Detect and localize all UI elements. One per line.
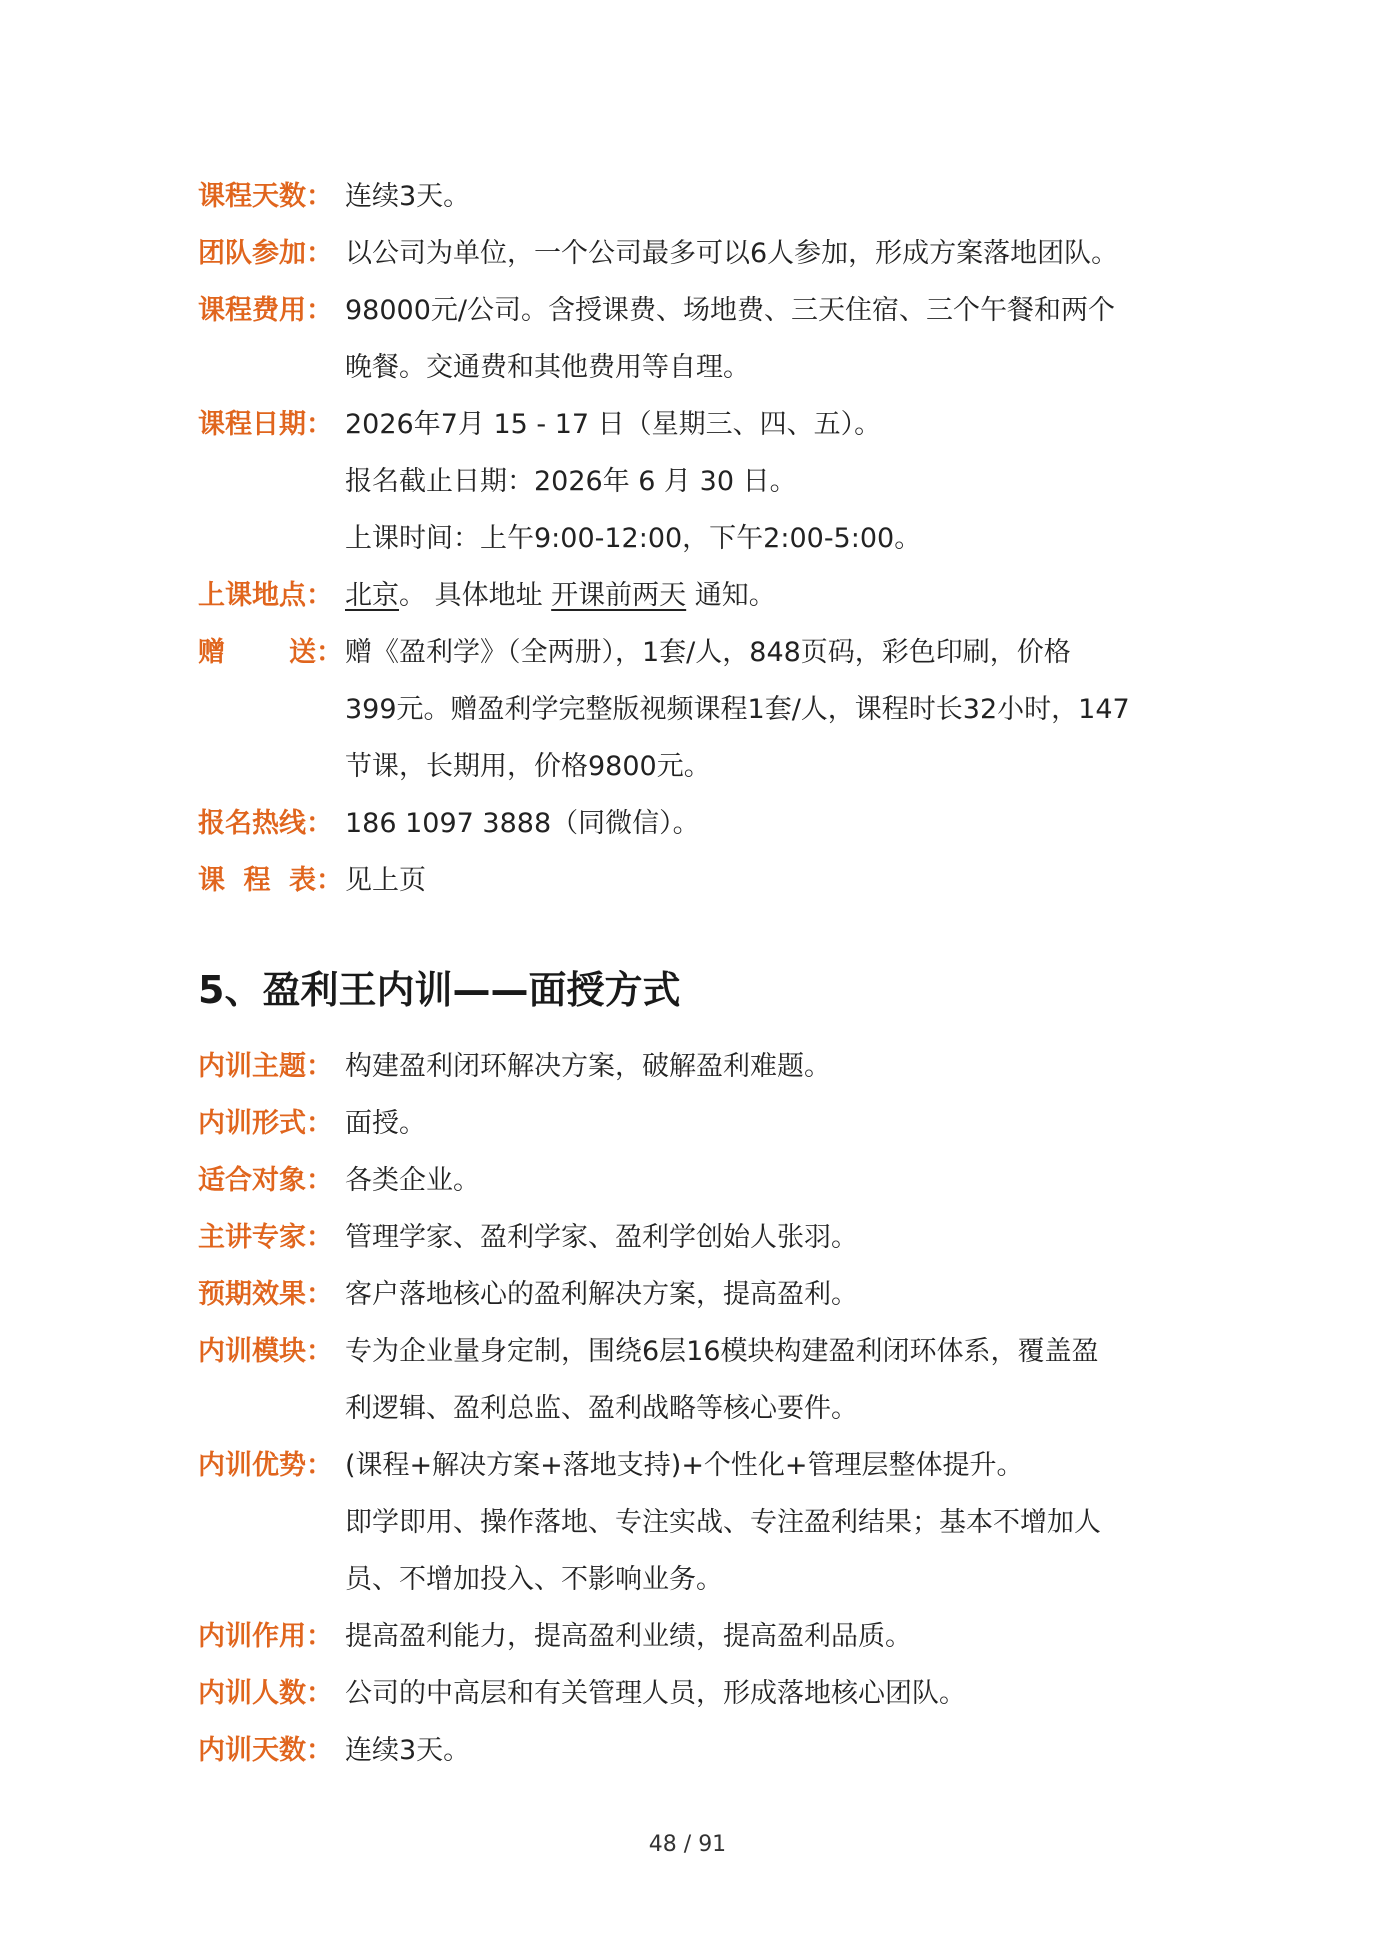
text-line: 各类企业。 [345, 1165, 480, 1196]
text-line: 399元。赠盈利学完整版视频课程1套/人，课程时长32小时，147 [345, 694, 1130, 725]
text-line: 连续3天。 [345, 1735, 471, 1766]
field-label: 内训优势： [198, 1450, 333, 1481]
field-value [345, 1437, 1188, 1608]
field-label: 报名热线： [198, 808, 333, 839]
text-line: 利逻辑、盈利总监、盈利战略等核心要件。 [345, 1393, 858, 1424]
label-part: 课 [198, 865, 225, 896]
text-line: 管理学家、盈利学家、盈利学创始人张羽。 [345, 1222, 858, 1253]
field-value [345, 225, 1188, 282]
field-value [345, 1209, 1188, 1266]
text-line: 节课，长期用，价格9800元。 [345, 751, 711, 782]
field-value [345, 1095, 1188, 1152]
field-label: 适合对象： [198, 1165, 333, 1196]
place-text: 通知。 [686, 580, 776, 611]
text-line [345, 567, 1188, 624]
text-line: 专为企业量身定制，围绕6层16模块构建盈利闭环体系，覆盖盈 [345, 1336, 1099, 1367]
field-value [345, 1665, 1188, 1722]
field-label: 内训人数： [198, 1678, 333, 1709]
field-label: 内训主题： [198, 1051, 333, 1082]
text-line: 晚餐。交通费和其他费用等自理。 [345, 352, 750, 383]
text-line: 连续3天。 [345, 181, 471, 212]
label-part: 程 [243, 865, 271, 896]
field-value [345, 795, 1188, 852]
text-line: 提高盈利能力，提高盈利业绩，提高盈利品质。 [345, 1621, 912, 1652]
field-label: 内训形式： [198, 1108, 333, 1139]
field-value [345, 168, 1188, 225]
text-line: 2026年7月 15 - 17 日（星期三、四、五）。 [345, 409, 882, 440]
place-text: 。 具体地址 [399, 580, 552, 611]
field-label: 课程费用： [198, 295, 333, 326]
field-label: 主讲专家： [198, 1222, 333, 1253]
field-value [345, 1152, 1188, 1209]
field-value [345, 624, 1188, 795]
text-line: 公司的中高层和有关管理人员，形成落地核心团队。 [345, 1678, 966, 1709]
field-label [198, 624, 343, 681]
field-label: 预期效果： [198, 1279, 333, 1310]
text-line: 上课时间：上午9:00-12:00，下午2:00-5:00。 [345, 523, 922, 554]
label-part: 送： [289, 637, 343, 668]
field-label: 课程日期： [198, 409, 333, 440]
text-line: 构建盈利闭环解决方案，破解盈利难题。 [345, 1051, 831, 1082]
text-line: 客户落地核心的盈利解决方案，提高盈利。 [345, 1279, 858, 1310]
field-label: 团队参加： [198, 238, 333, 269]
field-value [345, 1266, 1188, 1323]
text-line: 报名截止日期：2026年 6 月 30 日。 [345, 466, 797, 497]
field-label: 内训模块： [198, 1336, 333, 1367]
field-value [345, 1323, 1188, 1437]
text-line: 98000元/公司。含授课费、场地费、三天住宿、三个午餐和两个 [345, 295, 1115, 326]
field-label [198, 852, 343, 909]
text-line: 即学即用、操作落地、专注实战、专注盈利结果；基本不增加人 [345, 1507, 1101, 1538]
text-line: 以公司为单位，一个公司最多可以6人参加，形成方案落地团队。 [345, 238, 1119, 269]
field-value [345, 282, 1188, 396]
field-value [345, 396, 1188, 567]
text-line: 赠《盈利学》（全两册），1套/人，848页码，彩色印刷，价格 [345, 637, 1071, 668]
page-number: 48 / 91 [648, 1832, 727, 1857]
text-line: (课程+解决方案+落地支持)+个性化+管理层整体提升。 [345, 1450, 1024, 1481]
field-label: 内训作用： [198, 1621, 333, 1652]
section-heading: 5、盈利王内训——面授方式 [198, 968, 681, 1012]
text-line: 员、不增加投入、不影响业务。 [345, 1564, 723, 1595]
text-line: 见上页 [345, 865, 426, 896]
label-part: 表： [289, 865, 343, 896]
place-city-link[interactable]: 北京 [345, 580, 399, 611]
place-time-link[interactable]: 开课前两天 [551, 580, 687, 611]
field-value [345, 1608, 1188, 1665]
text-line: 面授。 [345, 1108, 426, 1139]
field-label: 内训天数： [198, 1735, 333, 1766]
field-value [345, 1722, 1188, 1779]
field-value [345, 852, 1188, 909]
field-value [345, 567, 1188, 624]
label-part: 赠 [198, 637, 225, 668]
field-value [345, 1038, 1188, 1095]
text-line: 186 1097 3888（同微信）。 [345, 808, 700, 839]
field-label: 上课地点： [198, 580, 333, 611]
field-label: 课程天数： [198, 181, 333, 212]
